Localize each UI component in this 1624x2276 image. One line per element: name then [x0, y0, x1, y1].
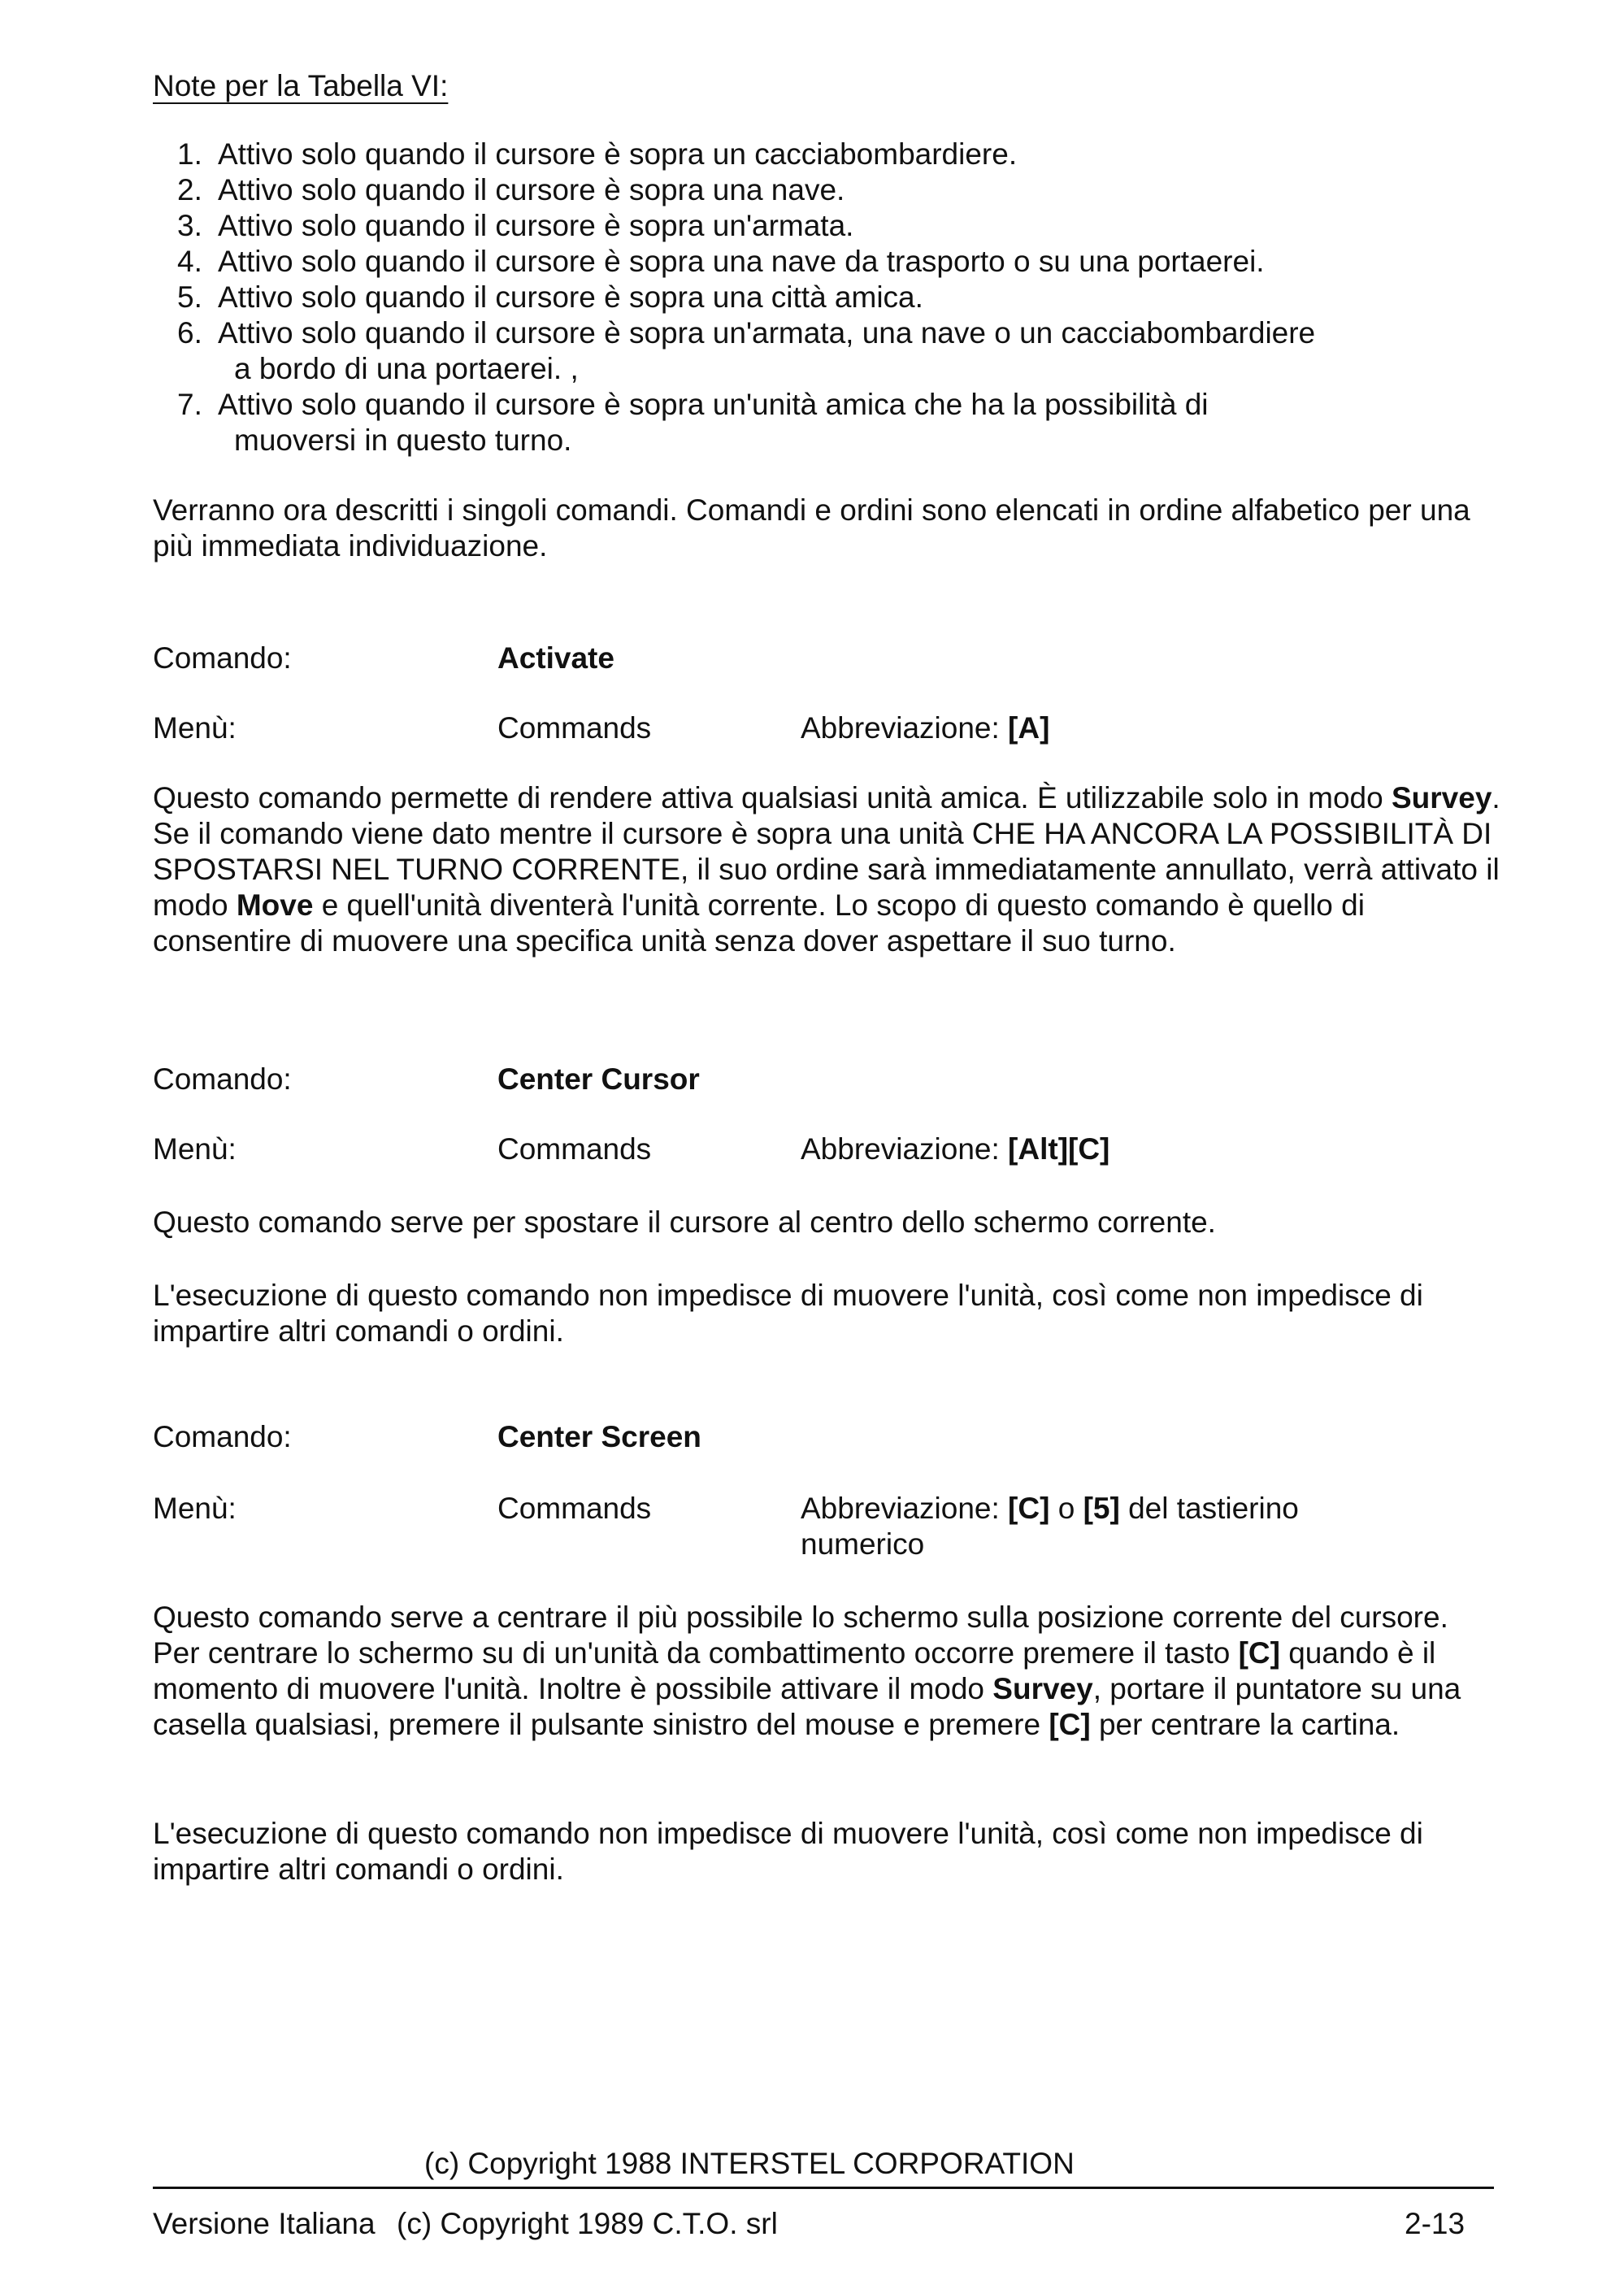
menu-label: Menù:: [153, 711, 237, 745]
command-label: Comando:: [153, 641, 292, 675]
command-name: Center Cursor: [497, 1062, 700, 1096]
key-name: [C]: [1238, 1636, 1280, 1670]
description-text: Questo comando serve a centrare il più possibile lo schermo sulla posizione corrente del cursore. Per centrare lo schermo su di un'unità da combattimento occorre premere il tasto: [153, 1601, 1448, 1670]
command-description: [153, 780, 1502, 959]
description-text: e quell'unità diventerà l'unità corrente. Lo scopo di questo comando è quello di consentire di muovere una specifica unità senza dover aspettare il suo turno.: [153, 888, 1365, 958]
note-text-continued: a bordo di una portaerei. ,: [234, 352, 579, 385]
note-number: 3.: [177, 209, 202, 242]
menu-value: Commands: [497, 711, 652, 745]
description-text: , portare il puntatore su una casella qualsiasi, premere il pulsante sinistro del mouse e premere: [153, 1672, 1461, 1741]
note-number: 7.: [177, 388, 202, 421]
key-name: [C]: [1049, 1708, 1091, 1741]
menu-label: Menù:: [153, 1132, 237, 1166]
note-text: Attivo solo quando il cursore è sopra una nave da trasporto o su una portaerei.: [218, 245, 1265, 278]
note-number: 1.: [177, 137, 202, 171]
footer-version: Versione Italiana: [153, 2207, 376, 2240]
abbreviation-line: [801, 1491, 1299, 1527]
menu-value: Commands: [497, 1492, 652, 1525]
description-text: Questo comando permette di rendere attiva qualsiasi unità amica. È utilizzabile solo in modo: [153, 781, 1392, 814]
description-text: quando è il momento di muovere l'unità. Inoltre è possibile attivare il modo: [153, 1636, 1436, 1705]
list-item: [0, 387, 1624, 458]
list-item: [0, 244, 1624, 280]
note-text: Attivo solo quando il cursore è sopra una città amica.: [218, 280, 923, 314]
list-item: [0, 172, 1624, 208]
abbreviation-label: Abbreviazione:: [801, 1492, 1000, 1525]
note-text: Attivo solo quando il cursore è sopra un'unità amica che ha la possibilità di: [218, 388, 1209, 421]
command-description: L'esecuzione di questo comando non impedisce di muovere l'unità, così come non impedisce di impartire altri comandi o ordini.: [153, 1817, 1423, 1886]
note-text-continued: muoversi in questo turno.: [234, 423, 572, 457]
abbreviation-key: [C]: [1008, 1492, 1050, 1525]
note-number: 2.: [177, 173, 202, 206]
notes-title: Note per la Tabella VI:: [153, 69, 449, 102]
description-text: . Se il comando viene dato mentre il cursore è sopra una unità CHE HA ANCORA LA POSSIBILITÀ DI SPOSTARSI NEL TURNO CORRENTE, il suo ordine sarà immediatamente annullato, verrà attivato il modo: [153, 781, 1500, 922]
intro-paragraph: Verranno ora descritti i singoli comandi. Comandi e ordini sono elencati in ordine alfabetico per una più immediata individuazione.: [153, 493, 1470, 562]
abbreviation-key: [Alt][C]: [1008, 1132, 1110, 1166]
note-text: Attivo solo quando il cursore è sopra una nave.: [218, 173, 845, 206]
note-text: Attivo solo quando il cursore è sopra un cacciabombardiere.: [218, 137, 1018, 171]
note-number: 4.: [177, 245, 202, 278]
menu-value: Commands: [497, 1132, 652, 1166]
menu-label: Menù:: [153, 1492, 237, 1525]
list-item: [0, 315, 1624, 387]
command-name: Center Screen: [497, 1420, 701, 1453]
command-description: [153, 1600, 1502, 1743]
note-number: 5.: [177, 280, 202, 314]
command-label: Comando:: [153, 1420, 292, 1453]
command-label: Comando:: [153, 1062, 292, 1096]
notes-list: [0, 137, 1624, 458]
mode-name: Move: [236, 888, 314, 922]
page-number: 2-13: [1405, 2207, 1466, 2240]
abbreviation-line: [801, 710, 1049, 746]
command-description: L'esecuzione di questo comando non impedisce di muovere l'unità, così come non impedisce di impartire altri comandi o ordini.: [153, 1279, 1423, 1348]
abbreviation-key: [5]: [1083, 1492, 1120, 1525]
abbreviation-label: Abbreviazione:: [801, 711, 1000, 745]
mode-name: Survey: [992, 1672, 1093, 1705]
command-name: Activate: [497, 641, 614, 675]
abbreviation-text: del tastierino: [1128, 1492, 1299, 1525]
abbreviation-or: o: [1057, 1492, 1075, 1525]
abbreviation-text-continued: numerico: [801, 1527, 925, 1561]
description-text: per centrare la cartina.: [1090, 1708, 1400, 1741]
footer-copyright-it: (c) Copyright 1989 C.T.O. srl: [397, 2207, 778, 2240]
abbreviation-key: [A]: [1008, 711, 1050, 745]
abbreviation-label: Abbreviazione:: [801, 1132, 1000, 1166]
list-item: [0, 280, 1624, 315]
mode-name: Survey: [1391, 781, 1492, 814]
footer-copyright-main: (c) Copyright 1988 INTERSTEL CORPORATION: [424, 2147, 1075, 2180]
note-number: 6.: [177, 316, 202, 350]
command-description: Questo comando serve per spostare il cursore al centro dello schermo corrente.: [153, 1205, 1216, 1239]
list-item: [0, 137, 1624, 172]
note-text: Attivo solo quando il cursore è sopra un'armata, una nave o un cacciabombardiere: [218, 316, 1316, 350]
abbreviation-line: [801, 1131, 1109, 1167]
list-item: [0, 208, 1624, 244]
footer-divider: [153, 2187, 1494, 2189]
note-text: Attivo solo quando il cursore è sopra un'armata.: [218, 209, 854, 242]
